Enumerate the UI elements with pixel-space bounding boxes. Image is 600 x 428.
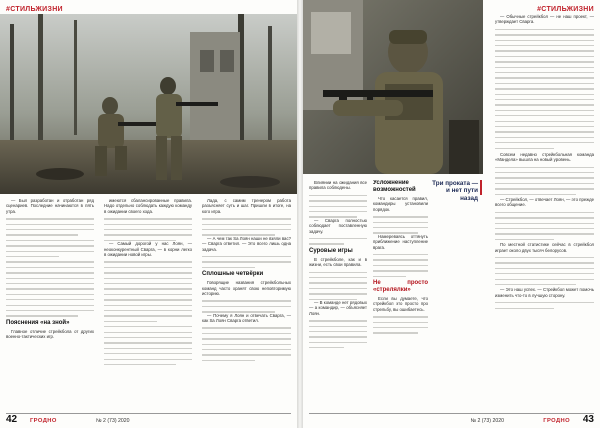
- right-column-2: [373, 180, 428, 406]
- airsoft-players-photo: [0, 14, 297, 194]
- page-number-right: 43: [582, 414, 594, 425]
- footer-left: [0, 413, 297, 425]
- paragraph-quote: — Обычные стрейкбол — не наш проект, — утверждает Сварга.: [495, 14, 594, 25]
- body-text-lines: [202, 218, 291, 235]
- paragraph-quote: — Это наш успех. — Стрейкбол может помочь изменить что-то в лучшую сторону.: [495, 287, 594, 298]
- body-text-lines: [6, 218, 94, 316]
- body-text-lines: [309, 272, 367, 300]
- body-text-lines: [495, 257, 594, 285]
- body-text-lines: [495, 302, 594, 309]
- paragraph-quote: — Почему я Лоян и отвечать Сварга, — как Sa Лоян Сварга ответил.: [202, 312, 291, 323]
- subhead-right-2: Суровые игры: [309, 247, 353, 254]
- subhead-left-1: Пояснения «на зной»: [6, 319, 70, 326]
- paragraph-quote: — А чем так Sa Лоян наши не взяли вас? — Сварга ответил. — Это всего лишь одна задача.: [202, 235, 291, 252]
- paragraph: По местной статистике сейчас в стрейкбол играет около двух тысяч белорусов.: [495, 242, 594, 253]
- paragraph: Лада, с самим тренером работа разъясняет суть и шаг. Пришли в итоге, на кого игра.: [202, 198, 291, 214]
- body-text-lines: [495, 212, 594, 240]
- body-text-lines: [104, 261, 192, 365]
- right-column-1: [309, 180, 367, 406]
- paragraph-quote: — Сварга полностью соблюдает поставленную задачу.: [309, 217, 367, 234]
- paragraph: Что касается правил, командиры установили порядок.: [373, 196, 428, 212]
- paragraph: Говорящие названия стрейкбольных команд часто хранят свою неповторимую историю.: [202, 280, 291, 296]
- paragraph: имеются сбалансированные правила. Надо отдельно соблюдать каждую команду в ожидании своего ходa.: [104, 198, 192, 214]
- pull-quote-bar: [480, 180, 482, 195]
- right-page: [303, 0, 600, 428]
- top-photo-soldier: [303, 0, 483, 174]
- paragraph: Если вы думаете, что стрейкбол это просто про стрельбу, вы ошибаетесь.: [373, 295, 428, 312]
- rubric-left: #СТИЛЬЖИЗНИ: [6, 6, 63, 13]
- paragraph: Влиянии на ожидания все правила соблюдены.: [309, 180, 367, 191]
- body-text-lines: [202, 300, 291, 312]
- paragraph: Совсем недавно стрейкбольная команда «Мандела» вышла на новый уровень.: [495, 151, 594, 163]
- pull-quote: [428, 180, 478, 202]
- left-column-2: [104, 198, 192, 406]
- rubric-right: #СТИЛЬЖИЗНИ: [537, 6, 594, 13]
- subhead-right-3: Не просто «стрелялки»: [373, 279, 428, 293]
- subhead-right-1: Усложнение возможностей: [373, 180, 416, 193]
- left-column-3: [202, 198, 291, 406]
- body-text-lines: [309, 195, 367, 218]
- body-text-lines: [373, 254, 428, 277]
- left-column-1: [6, 198, 94, 406]
- body-text-lines: [104, 218, 192, 241]
- footer-right: [303, 413, 600, 425]
- issue-number-left: № 2 (73) 2020: [96, 418, 130, 424]
- paragraph: Главное отличие стрейкбола от других военно-тактических игр.: [6, 328, 94, 340]
- body-text-lines: [309, 238, 367, 245]
- paragraph: В стрейкболе, как и в жизни, есть свои правила.: [309, 256, 367, 268]
- paragraph-quote: — Стрейкбол, — отвечает Лоян, — это прежде всего общение.: [495, 196, 594, 208]
- body-text-lines: [495, 29, 594, 149]
- body-text-lines: [202, 256, 291, 268]
- body-text-lines: [202, 327, 291, 361]
- body-text-lines: [495, 167, 594, 195]
- body-text-lines: [373, 216, 428, 233]
- pull-quote-text: Три проката — и нет пути назад: [432, 180, 478, 202]
- left-page: [0, 0, 297, 428]
- airsoft-soldier-photo: [303, 0, 483, 174]
- masthead-right: ГРОДНО: [543, 418, 570, 424]
- paragraph: Намереваясь оттянуть приближение наступление врага.: [373, 233, 428, 250]
- masthead-left: ГРОДНО: [30, 418, 57, 424]
- page-number-left: 42: [6, 414, 18, 425]
- body-text-lines: [309, 320, 367, 348]
- issue-number-right: № 2 (73) 2020: [470, 418, 504, 424]
- paragraph-quote: — Самый дорогой у нас Лоян, — неоконкурентный Сварга, — в корни легко в ожидании новой игры.: [104, 241, 192, 257]
- subhead-left-2: Сплошные четвёрки: [202, 271, 264, 278]
- main-photo-soldiers: [0, 14, 297, 194]
- right-column-3: [495, 14, 594, 408]
- paragraph-quote: — В команде нет рядовых — а командир, — объясняет Лоян.: [309, 299, 367, 316]
- body-text-lines: [373, 316, 428, 333]
- paragraph: — Был разработан и отработан ряд сценариев. Последние начинаются в пять утра.: [6, 198, 94, 214]
